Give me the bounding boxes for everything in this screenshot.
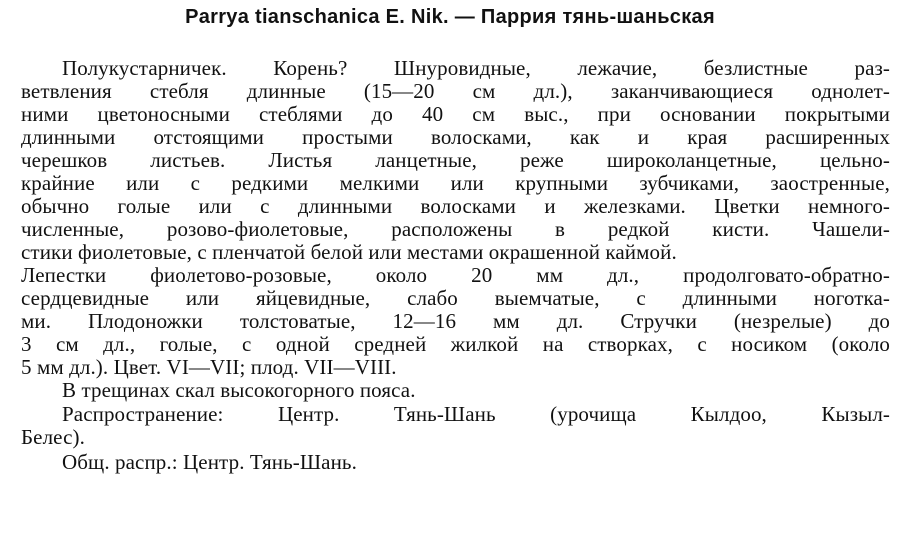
text-line: длинными отстоящими простыми волосками, как и края расширенных [21,125,890,149]
text-line: Белес). [21,425,85,449]
text-line: В трещинах скал высокогорного пояса. [62,378,416,402]
russian-name: Паррия тянь-шаньская [480,6,715,28]
text-line: Общ. распр.: Центр. Тянь-Шань. [62,450,357,474]
text-line: Лепестки фиолетово-розовые, около 20 мм дл., продолговато-обратно- [21,263,890,287]
text-line: сердцевидные или яйцевидные, слабо выемчатые, с длинными ноготка- [21,286,890,310]
latin-name: Parrya tianschanica E. Nik. [185,6,449,28]
text-line: 3 см дл., голые, с одной средней жилкой на створках, с носиком (около [21,332,890,356]
text-line: Полукустарничек. Корень? Шнуровидные, лежачие, безлистные раз- [62,56,890,80]
text-line: крайние или с редкими мелкими или крупными зубчиками, заостренные, [21,171,890,195]
text-line: ними цветоносными стеблями до 40 см выс., при основании покрытыми [21,102,891,126]
text-line: стики фиолетовые, с пленчатой белой или местами окрашенной каймой. [21,240,677,264]
text-line: ветвления стебля длинные (15—20 см дл.), заканчивающиеся однолет- [21,79,891,103]
title-separator: — [454,6,476,28]
text-line: численные, розово-фиолетовые, расположены в редкой кисти. Чашели- [21,217,890,241]
text-line: Распространение: Центр. Тянь-Шань (урочища Кылдоо, Кызыл- [62,402,890,426]
text-line: обычно голые или с длинными волосками и железками. Цветки немного- [21,194,891,218]
text-line: ми. Плодоножки толстоватые, 12—16 мм дл. Стручки (незрелые) до [21,309,890,333]
text-line: черешков листьев. Листья ланцетные, реже широколанцетные, цельно- [21,148,890,172]
text-line: 5 мм дл.). Цвет. VI—VII; плод. VII—VIII. [21,355,397,379]
species-title [0,6,900,29]
